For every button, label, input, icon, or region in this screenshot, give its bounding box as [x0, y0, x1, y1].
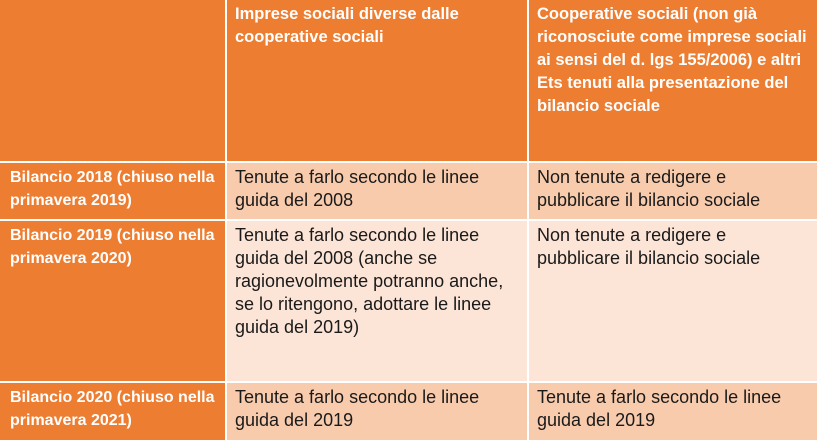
table-cell: Non tenute a redigere e pubblicare il bilancio sociale [528, 220, 817, 382]
table-cell: Tenute a farlo secondo le linee guida del 2008 [226, 162, 528, 220]
header-imprese-sociali: Imprese sociali diverse dalle cooperative sociali [226, 0, 528, 162]
table-row [0, 162, 817, 220]
header-cooperative-sociali: Cooperative sociali (non già riconosciute come imprese sociali ai sensi del d. lgs 155/2006) e altri Ets tenuti alla presentazione del bilancio sociale [528, 0, 817, 162]
table-header-row [0, 0, 817, 162]
table-cell: Tenute a farlo secondo le linee guida del 2008 (anche se ragionevolmente potranno anche, se lo ritengono, adottare le linee guida del 2019) [226, 220, 528, 382]
table-cell: Tenute a farlo secondo le linee guida del 2019 [226, 382, 528, 440]
row-label: Bilancio 2020 (chiuso nella primavera 2021) [0, 382, 226, 440]
row-label: Bilancio 2018 (chiuso nella primavera 2019) [0, 162, 226, 220]
table-row [0, 382, 817, 440]
table-row [0, 220, 817, 382]
row-label: Bilancio 2019 (chiuso nella primavera 2020) [0, 220, 226, 382]
table-cell: Tenute a farlo secondo le linee guida del 2019 [528, 382, 817, 440]
header-corner-cell [0, 0, 226, 162]
table-cell: Non tenute a redigere e pubblicare il bilancio sociale [528, 162, 817, 220]
